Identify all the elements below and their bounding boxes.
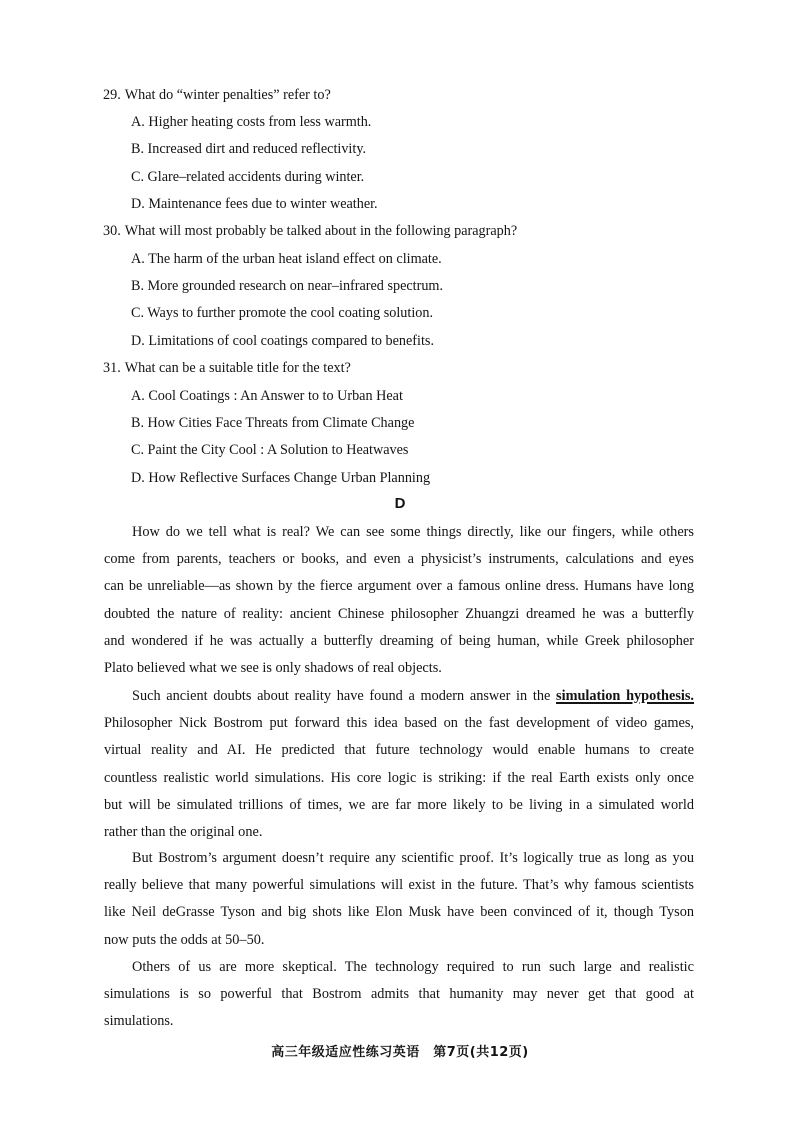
question-stem: What do “winter penalties” refer to?	[124, 87, 331, 103]
passage-line: How do we tell what is real? We can see some things directly, like our fingers, while others	[132, 524, 694, 540]
passage-line: simulations is so powerful that Bostrom admits that humanity may never get that good at	[104, 986, 694, 1003]
passage-line: Others of us are more skeptical. The technology required to run such large and realistic	[132, 959, 694, 975]
option-30d: D. Limitations of cool coatings compared to benefits.	[131, 333, 434, 349]
question-stem: What can be a suitable title for the text?	[124, 360, 351, 376]
option-30b: B. More grounded research on near–infrared spectrum.	[131, 278, 444, 294]
passage-paragraph-1	[104, 519, 694, 682]
question-number: 30.	[103, 223, 121, 239]
option-29a: A. Higher heating costs from less warmth.	[131, 114, 372, 130]
underlined-phrase: simulation hypothesis.	[556, 688, 695, 704]
passage-line: countless realistic world simulations. His core logic is striking: if the real Earth exists only once	[104, 769, 694, 786]
option-31c: C. Paint the City Cool : A Solution to Heatwaves	[131, 442, 409, 458]
option-29d: D. Maintenance fees due to winter weather.	[131, 196, 378, 212]
option-31b: B. How Cities Face Threats from Climate Change	[131, 415, 415, 431]
passage-line: really believe that many powerful simulations will exist in the future. That’s why famous scientists	[104, 877, 694, 894]
passage-line: virtual reality and AI. He predicted that future technology would enable humans to create	[104, 742, 694, 759]
passage-paragraph-2	[104, 683, 694, 846]
question-30	[103, 222, 517, 240]
option-31a: A. Cool Coatings : An Answer to to Urban Heat	[131, 388, 403, 404]
passage-paragraph-3	[104, 845, 694, 954]
passage-paragraph-4	[104, 954, 694, 1036]
passage-line: doubted the nature of reality: ancient Chinese philosopher Zhuangzi dreamed he was a butterfly	[104, 605, 694, 622]
passage-line: come from parents, teachers or books, and even a physicist’s instruments, calculations and eyes	[104, 551, 694, 568]
question-number: 29.	[103, 87, 121, 103]
page-footer: 高三年级适应性练习英语 第7页(共12页)	[271, 1045, 529, 1060]
passage-line: But Bostrom’s argument doesn’t require any scientific proof. It’s logically true as long as you	[132, 850, 694, 866]
section-heading: D	[394, 495, 406, 512]
passage-line: but will be simulated trillions of times, we are far more likely to be living in a simulated world	[104, 796, 694, 813]
passage-line: rather than the original one.	[104, 824, 263, 841]
passage-text: Such ancient doubts about reality have found a modern answer in the	[132, 688, 557, 704]
option-31d: D. How Reflective Surfaces Change Urban Planning	[131, 470, 431, 486]
option-29b: B. Increased dirt and reduced reflectivity.	[131, 141, 367, 157]
question-29	[103, 86, 331, 104]
passage-line: now puts the odds at 50–50.	[104, 931, 265, 948]
question-number: 31.	[103, 360, 121, 376]
passage-line	[104, 683, 694, 710]
option-30a: A. The harm of the urban heat island effect on climate.	[131, 251, 442, 267]
passage-line: and wondered if he was actually a butterfly dreaming of being human, while Greek philosopher	[104, 632, 694, 649]
question-stem: What will most probably be talked about in the following paragraph?	[124, 223, 518, 239]
passage-line: like Neil deGrasse Tyson and big shots like Elon Musk have been convinced of it, though Tyson	[104, 904, 694, 921]
question-31	[103, 359, 351, 377]
passage-line: Plato believed what we see is only shadows of real objects.	[104, 660, 442, 677]
option-29c: C. Glare–related accidents during winter.	[131, 169, 365, 185]
passage-line: Philosopher Nick Bostrom put forward this idea based on the fast development of video games,	[104, 715, 694, 732]
passage-line: can be unreliable—as shown by the fierce argument over a famous online dress. Humans have long	[104, 578, 694, 595]
passage-line: simulations.	[104, 1013, 174, 1030]
option-30c: C. Ways to further promote the cool coating solution.	[131, 305, 433, 321]
